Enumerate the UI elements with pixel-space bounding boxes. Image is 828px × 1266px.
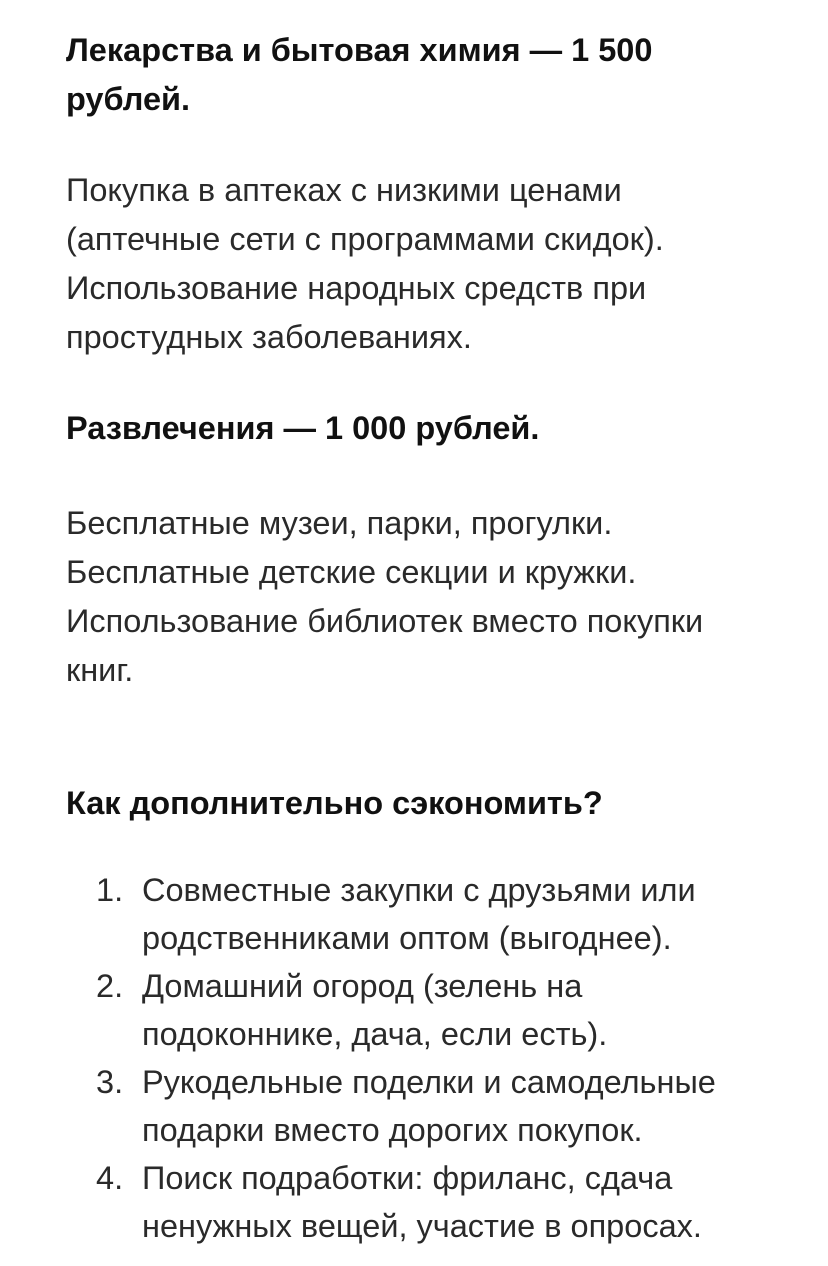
tip-line: подарки вместо дорогих покупок. bbox=[142, 1112, 643, 1148]
tip-item bbox=[66, 866, 786, 962]
section-heading-medicine bbox=[66, 26, 786, 124]
tip-number: 2. bbox=[96, 968, 124, 1004]
section-heading-entertainment bbox=[66, 404, 786, 453]
tips-list bbox=[66, 866, 786, 1250]
body-line: простудных заболеваниях. bbox=[66, 319, 472, 355]
tip-item bbox=[66, 962, 786, 1058]
tip-line: Поиск подработки: фриланс, сдача bbox=[142, 1160, 673, 1196]
document-page bbox=[66, 26, 786, 1266]
body-line: Покупка в аптеках с низкими ценами bbox=[66, 172, 622, 208]
body-line: Использование библиотек вместо покупки bbox=[66, 603, 704, 639]
tip-number: 4. bbox=[96, 1160, 124, 1196]
heading-line: Лекарства и бытовая химия — 1 500 bbox=[66, 32, 653, 68]
tip-line: ненужных вещей, участие в опросах. bbox=[142, 1208, 702, 1244]
tips-heading: Как дополнительно сэкономить? bbox=[66, 785, 603, 821]
tip-line: родственниками оптом (выгоднее). bbox=[142, 920, 672, 956]
body-line: Бесплатные музеи, парки, прогулки. bbox=[66, 505, 613, 541]
tip-number: 1. bbox=[96, 872, 124, 908]
heading-line: Развлечения — 1 000 рублей. bbox=[66, 410, 540, 446]
body-line: книг. bbox=[66, 652, 134, 688]
tip-line: Домашний огород (зелень на bbox=[142, 968, 583, 1004]
tip-line: подоконнике, дача, если есть). bbox=[142, 1016, 608, 1052]
body-line: Использование народных средств при bbox=[66, 270, 647, 306]
tip-line: Совместные закупки с друзьями или bbox=[142, 872, 696, 908]
tip-number: 3. bbox=[96, 1064, 124, 1100]
tip-item bbox=[66, 1154, 786, 1250]
body-line: Бесплатные детские секции и кружки. bbox=[66, 554, 637, 590]
tip-line: Рукодельные поделки и самодельные bbox=[142, 1064, 716, 1100]
heading-line: рублей. bbox=[66, 81, 191, 117]
tip-item bbox=[66, 1058, 786, 1154]
body-line: (аптечные сети с программами скидок). bbox=[66, 221, 664, 257]
section-body-entertainment bbox=[66, 499, 786, 695]
section-body-medicine bbox=[66, 166, 786, 362]
